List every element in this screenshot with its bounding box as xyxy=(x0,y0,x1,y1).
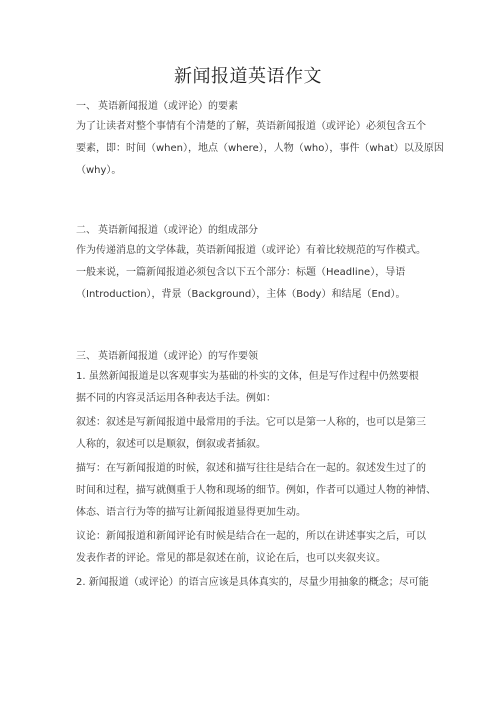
paragraph-line: 描写：在写新闻报道的时候，叙述和描写往往是结合在一起的。叙述发生过了的 xyxy=(76,463,426,474)
paragraph-line: （why）。 xyxy=(76,165,122,176)
paragraph-line: 发表作者的评论。常见的都是叙述在前，议论在后，也可以夹叙夹议。 xyxy=(76,553,386,564)
section-3-heading xyxy=(76,347,258,362)
section-1-number: 一、 xyxy=(76,101,96,112)
paragraph-line: 1. 虽然新闻报道是以客观事实为基础的朴实的文体，但是写作过程中仍然要根 xyxy=(76,371,419,382)
section-2-paragraph xyxy=(76,240,426,306)
document-title: 新闻报道英语作文 xyxy=(174,66,322,87)
section-3-title: 英语新闻报道（或评论）的写作要领 xyxy=(98,351,258,362)
paragraph-line: 人称的，叙述可以是顺叙，倒叙或者插叙。 xyxy=(76,439,266,450)
section-2-title: 英语新闻报道（或评论）的组成部分 xyxy=(98,225,258,236)
paragraph-line: 2. 新闻报道（或评论）的语言应该是具体真实的，尽量少用抽象的概念；尽可能 xyxy=(76,577,429,588)
paragraph-line: 议论：新闻报道和新闻评论有时候是结合在一起的，所以在讲述事实之后，可以 xyxy=(76,531,426,542)
paragraph-line: 作为传递消息的文学体裁，英语新闻报道（或评论）有着比较规范的写作模式。 xyxy=(76,245,426,256)
paragraph-line: 一般来说，一篇新闻报道必须包含以下五个部分：标题（Headline），导语 xyxy=(76,267,406,278)
paragraph-line: 叙述：叙述是写新闻报道中最常用的手法。它可以是第一人称的，也可以是第三 xyxy=(76,417,426,428)
paragraph-line: 体态、语言行为等的描写让新闻报道显得更加生动。 xyxy=(76,507,306,518)
section-3-number: 三、 xyxy=(76,351,96,362)
paragraph-line: 据不同的内容灵活运用各种表达手法。例如： xyxy=(76,393,276,404)
section-3-paragraph-narration xyxy=(76,412,426,456)
paragraph-line: （Introduction），背景（Background），主体（Body）和结尾（End）。 xyxy=(76,289,406,300)
paragraph-line: 为了让读者对整个事情有个清楚的了解，英语新闻报道（或评论）必须包含五个 xyxy=(76,121,426,132)
section-1-title: 英语新闻报道（或评论）的要素 xyxy=(98,101,238,112)
section-3-paragraph-1 xyxy=(76,366,422,410)
section-3-paragraph-argument xyxy=(76,526,426,570)
section-2-number: 二、 xyxy=(76,225,96,236)
section-1-paragraph xyxy=(76,116,444,182)
section-1-heading xyxy=(76,97,238,112)
section-2-heading xyxy=(76,221,258,236)
section-3-paragraph-description xyxy=(76,458,436,524)
paragraph-line: 要素，即：时间（when），地点（where），人物（who），事件（what）以及原因 xyxy=(76,143,444,154)
section-3-paragraph-2 xyxy=(76,572,429,594)
paragraph-line: 时间和过程，描写就侧重于人物和现场的细节。例如，作者可以通过人物的神情、 xyxy=(76,485,436,496)
